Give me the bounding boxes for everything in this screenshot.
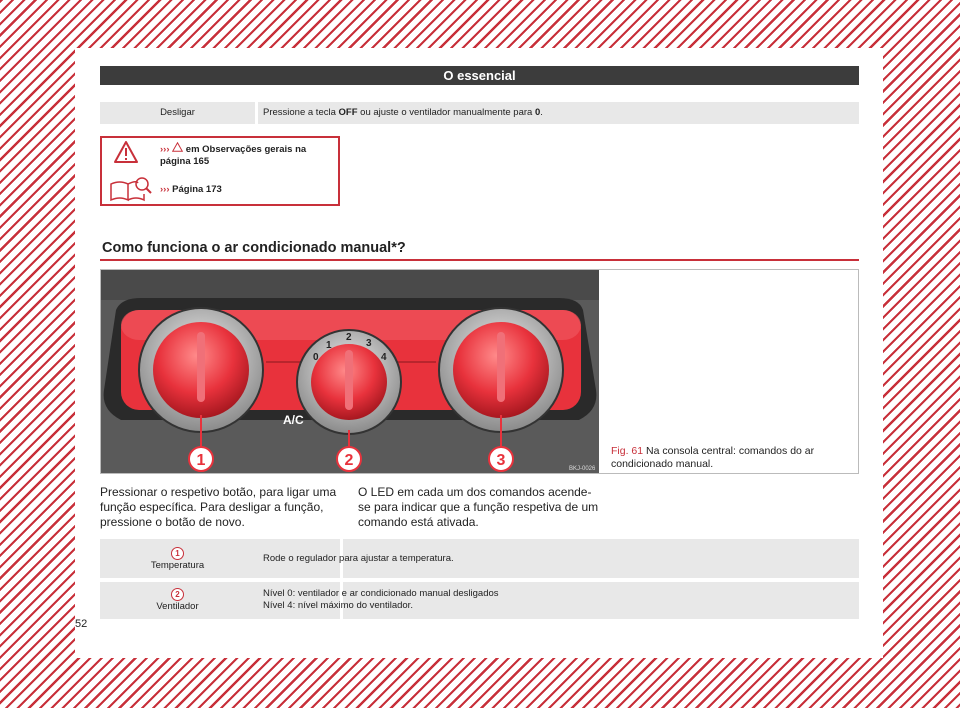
callout-2 <box>337 447 361 471</box>
warning-reference-text: em Observações gerais na página 165 <box>160 144 307 167</box>
section-title: Como funciona o ar condicionado manual*? <box>102 240 406 256</box>
table-row <box>100 582 859 619</box>
section-divider <box>100 259 859 261</box>
fan-level-1-label: 1 <box>326 340 332 351</box>
off-desc-part1: Pressione a tecla <box>263 107 339 118</box>
page-header-title: O essencial <box>443 68 516 83</box>
figure-caption-text: Na consola central: comandos do ar condicionado manual. <box>611 445 815 470</box>
callout-1-label: 1 <box>196 452 206 469</box>
page-header-bar <box>100 66 859 85</box>
control-description-line-1: Nível 0: ventilador e ar condicionado manual desligados <box>263 588 499 599</box>
callout-3 <box>489 447 513 471</box>
figure-caption <box>611 445 851 471</box>
small-warning-icon <box>172 142 183 152</box>
callout-1 <box>189 447 213 471</box>
page-reference[interactable] <box>160 184 222 195</box>
chevron-marker: ››› <box>160 184 170 195</box>
table-column-separator <box>255 102 258 124</box>
climate-control-photo <box>101 270 599 473</box>
fan-zero-glyph: 0 <box>534 107 541 118</box>
control-cell <box>100 588 255 612</box>
control-description <box>263 588 499 612</box>
ac-button-label: A/C <box>283 413 304 427</box>
table-row <box>100 539 859 578</box>
fan-level-3-label: 3 <box>366 338 372 349</box>
control-number-badge: 1 <box>171 547 184 560</box>
control-cell <box>100 547 255 571</box>
callout-3-label: 3 <box>496 452 506 469</box>
off-desc-part2: ou ajuste o ventilador manualmente para <box>357 107 535 118</box>
control-name: Ventilador <box>156 601 199 612</box>
body-paragraph-1: Pressionar o respetivo botão, para ligar uma função específica. Para desligar a função, pressione o botão de novo. <box>100 485 337 529</box>
callout-2-label: 2 <box>344 452 354 469</box>
fan-level-2-label: 2 <box>346 332 352 343</box>
off-key-glyph: OFF <box>338 107 358 118</box>
page-number: 52 <box>75 618 88 630</box>
off-function-label: Desligar <box>160 107 195 118</box>
warning-icon <box>113 140 139 164</box>
book-magnifier-icon <box>108 174 154 202</box>
chevron-marker: ››› <box>160 144 170 155</box>
control-description-line-2: Nível 4: nível máximo do ventilador. <box>263 600 413 611</box>
off-function-description <box>263 102 543 124</box>
control-name: Temperatura <box>150 560 205 571</box>
figure-label: Fig. 61 <box>611 445 644 457</box>
off-desc-part3: . <box>540 107 543 118</box>
off-function-row <box>100 102 859 124</box>
figure-code: BKJ-0026 <box>569 466 596 472</box>
control-number-badge: 2 <box>171 588 184 601</box>
warning-reference[interactable] <box>160 142 330 168</box>
body-paragraph-2: O LED em cada um dos comandos acende-se para indicar que a função respetiva de um comando está ativada. <box>358 485 599 529</box>
fan-level-4-label: 4 <box>381 352 387 363</box>
page-reference-text: Página 173 <box>172 184 222 195</box>
control-description <box>263 553 454 564</box>
control-description-line-1: Rode o regulador para ajustar a temperatura. <box>263 553 454 564</box>
fan-level-0-label: 0 <box>313 352 319 363</box>
